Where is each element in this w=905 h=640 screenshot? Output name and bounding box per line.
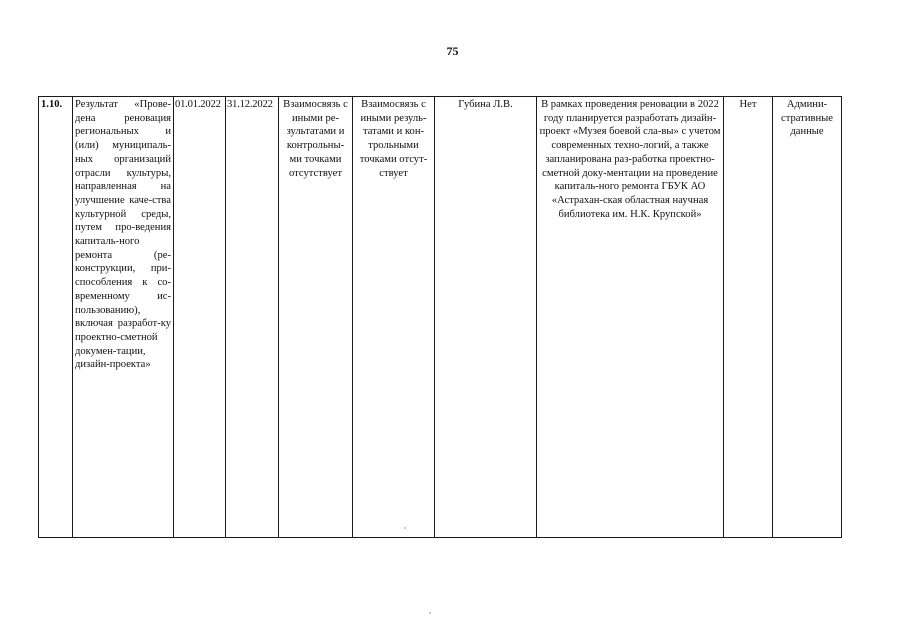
link-points-cell: Взаимосвязь с иными резуль-татами и кон-трольными точками отсут-ствует: [353, 97, 435, 538]
link-results-cell: Взаимосвязь с иными ре-зультатами и контрольны-ми точками отсутствует: [279, 97, 353, 538]
data-source-cell: Админи-стративные данные: [773, 97, 842, 538]
plan-table: [38, 96, 842, 538]
scan-speck: [404, 527, 406, 529]
description-cell: В рамках проведения реновации в 2022 году планируется разработать дизайн-проект «Музея боевой сла-вы» с учетом современных техно-логий, а также запланирована раз-работка проектно-сметной доку-ментации на проведение капиталь-ного ремонта ГБУК АО «Астрахан-ская областная научная библиотека им. Н.К. Крупской»: [537, 97, 724, 538]
table-row: [39, 97, 842, 538]
start-date-cell: 01.01.2022: [174, 97, 226, 538]
scan-speck: [429, 612, 431, 614]
flag-cell: Нет: [724, 97, 773, 538]
end-date-cell: 31.12.2022: [226, 97, 279, 538]
result-cell: Результат «Прове-дена реновация региональных и (или) муниципаль-ных организаций отрасли культуры, направленная на улучшение каче-ства культурной среды, путем про-ведения капиталь-ного ремонта (ре-конструкции, при-способления к со-временному ис-пользованию), включая разработ-ку проектно-сметной докумен-тации, дизайн-проекта»: [73, 97, 174, 538]
responsible-cell: Губина Л.В.: [435, 97, 537, 538]
page-number: 75: [446, 44, 459, 58]
row-number-cell: 1.10.: [39, 97, 73, 538]
